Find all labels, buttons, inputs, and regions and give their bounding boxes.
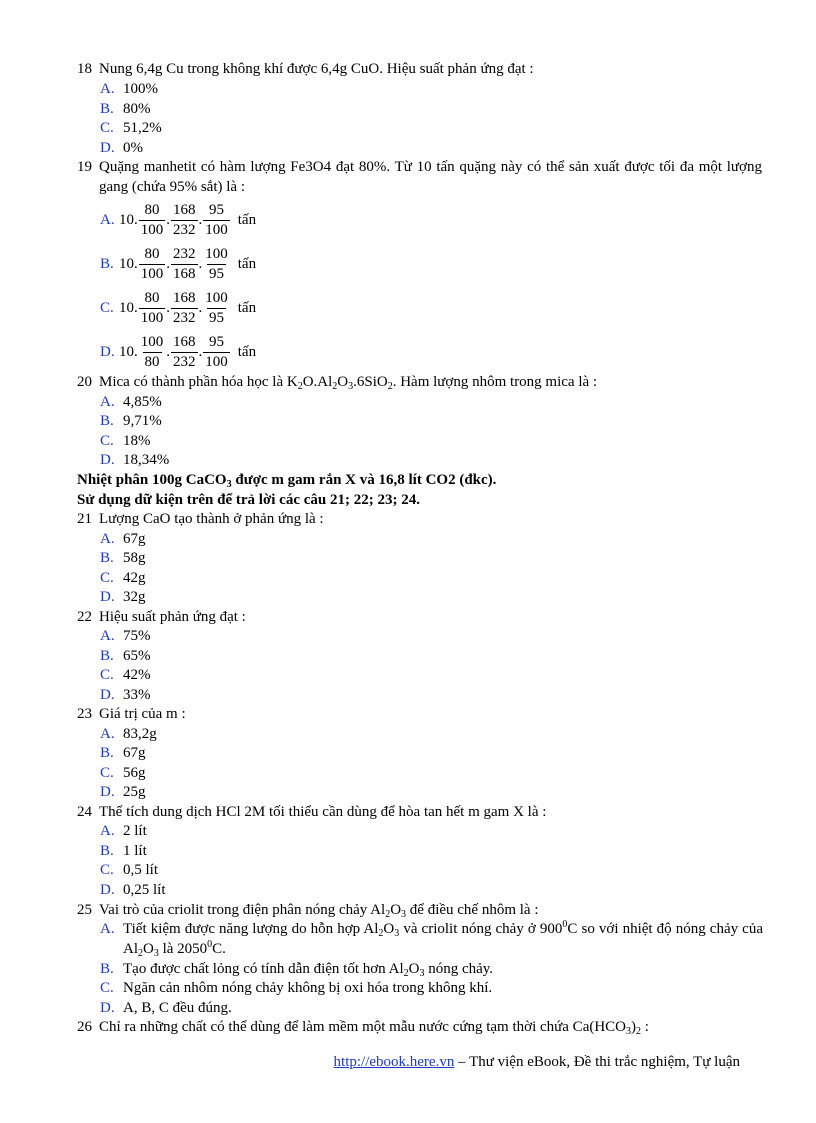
question-21 bbox=[77, 510, 740, 530]
q21-option-d[interactable] bbox=[100, 588, 740, 608]
subscript: 3 bbox=[348, 381, 354, 392]
numerator: 100 bbox=[205, 289, 228, 306]
option-letter: B. bbox=[100, 550, 114, 566]
option-text: 75% bbox=[123, 628, 151, 644]
numerator: 95 bbox=[209, 201, 224, 218]
q22-option-c[interactable] bbox=[100, 666, 740, 686]
option-prefix: 10. bbox=[119, 255, 138, 272]
question-text: .6SiO bbox=[353, 374, 388, 390]
q23-option-a[interactable] bbox=[100, 725, 740, 745]
q19-option-d[interactable]: D. 10. $\frac{100}{80}$ . $\frac{168}{232}$ . $\frac{95}{100}$ tấn bbox=[100, 333, 257, 370]
question-text: : bbox=[641, 1019, 649, 1035]
question-text: ) bbox=[631, 1019, 637, 1035]
denominator: 100 bbox=[205, 353, 228, 370]
fraction bbox=[171, 202, 198, 239]
question-text: để điều chế nhôm là : bbox=[406, 902, 539, 918]
fraction bbox=[171, 334, 198, 371]
question-number: 22 bbox=[77, 609, 92, 625]
option-text: 1 lít bbox=[123, 843, 147, 859]
question-number: 21 bbox=[77, 511, 92, 527]
option-unit: tấn bbox=[237, 343, 257, 360]
q18-option-b[interactable] bbox=[100, 100, 740, 120]
question-20 bbox=[77, 373, 740, 393]
option-letter: A. bbox=[100, 823, 115, 839]
option-letter: B. bbox=[100, 648, 114, 664]
option-text: 51,2% bbox=[123, 120, 162, 136]
q25-option-a[interactable] bbox=[100, 920, 763, 959]
denominator: 100 bbox=[140, 309, 164, 326]
option-text: 42g bbox=[123, 570, 146, 586]
option-letter: C. bbox=[100, 667, 114, 683]
option-letter: B. bbox=[100, 843, 114, 859]
question-number: 24 bbox=[77, 804, 92, 820]
option-text: Tạo được chất lỏng có tính dẫn điện tốt hơn Al bbox=[123, 961, 404, 977]
footer-text: – Thư viện eBook, Đề thi trắc nghiệm, Tự luận bbox=[454, 1054, 740, 1070]
q20-option-c[interactable] bbox=[100, 432, 740, 452]
subscript: 2 bbox=[636, 1026, 642, 1037]
option-letter: D. bbox=[100, 140, 115, 156]
option-letter: A. bbox=[100, 394, 115, 410]
q23-option-c[interactable] bbox=[100, 764, 740, 784]
question-text: . Hàm lượng nhôm trong mica là : bbox=[392, 374, 598, 390]
question-number: 19 bbox=[77, 159, 92, 175]
option-text: 65% bbox=[123, 648, 151, 664]
fraction bbox=[203, 290, 230, 327]
denominator: 100 bbox=[205, 221, 228, 238]
numerator: 95 bbox=[209, 333, 224, 350]
q25-option-d[interactable] bbox=[100, 999, 740, 1019]
question-23 bbox=[77, 705, 740, 725]
option-letter: D. bbox=[100, 452, 115, 468]
question-text: Chỉ ra những chất có thể dùng để làm mềm một mẫu nước cứng tạm thời chứa Ca(HCO bbox=[99, 1019, 627, 1035]
question-number: 20 bbox=[77, 374, 92, 390]
question-24 bbox=[77, 803, 740, 823]
option-letter: C. bbox=[100, 120, 114, 136]
q24-option-a[interactable] bbox=[100, 822, 740, 842]
q20-option-b[interactable] bbox=[100, 412, 740, 432]
option-letter: B. bbox=[100, 413, 114, 429]
question-text: O bbox=[337, 374, 349, 390]
option-text: C so với nhiệt độ nóng chảy của Al bbox=[123, 921, 763, 957]
option-letter: D. bbox=[100, 1000, 115, 1016]
option-text: O bbox=[383, 921, 395, 937]
denominator: 168 bbox=[173, 265, 196, 282]
question-text: O.Al bbox=[302, 374, 333, 390]
bold-text: Nhiệt phân 100g CaCO bbox=[77, 472, 227, 488]
q25-option-c[interactable] bbox=[100, 979, 740, 999]
option-text: 56g bbox=[123, 765, 146, 781]
option-letter: D. bbox=[100, 784, 115, 800]
denominator: 232 bbox=[173, 309, 196, 326]
subscript: 2 bbox=[378, 928, 384, 939]
numerator: 80 bbox=[144, 201, 160, 218]
numerator: 80 bbox=[144, 289, 160, 306]
option-text: 100% bbox=[123, 81, 158, 97]
fraction bbox=[203, 202, 230, 239]
option-text: O bbox=[408, 961, 420, 977]
denominator: 100 bbox=[140, 265, 164, 282]
q20-option-d[interactable] bbox=[100, 451, 740, 471]
subscript: 2 bbox=[387, 381, 393, 392]
question-text: Lượng CaO tạo thành ở phản ứng là : bbox=[99, 511, 324, 527]
denominator: 100 bbox=[140, 221, 164, 238]
question-text: Hiệu suất phản ứng đạt : bbox=[99, 609, 246, 625]
question-25 bbox=[77, 901, 740, 921]
question-26 bbox=[77, 1018, 740, 1038]
option-letter: C. bbox=[100, 570, 114, 586]
ebook-link[interactable]: http://ebook.here.vn bbox=[333, 1054, 455, 1070]
superscript: 0 bbox=[207, 938, 213, 950]
q18-option-d[interactable] bbox=[100, 139, 740, 159]
q22-option-a[interactable] bbox=[100, 627, 740, 647]
option-text: Tiết kiệm được năng lượng do hỗn hợp Al bbox=[123, 921, 379, 937]
q18-option-a[interactable] bbox=[100, 80, 740, 100]
denominator: 95 bbox=[209, 265, 224, 282]
question-18 bbox=[77, 60, 740, 80]
fraction bbox=[139, 334, 166, 371]
option-prefix: 10. bbox=[119, 343, 138, 360]
shared-data-line-2 bbox=[77, 491, 420, 511]
option-letter: C. bbox=[100, 980, 114, 996]
question-number: 26 bbox=[77, 1019, 92, 1035]
option-letter: C. bbox=[100, 433, 114, 449]
option-text: 83,2g bbox=[123, 726, 157, 742]
question-text: Thể tích dung dịch HCl 2M tối thiểu cần dùng để hòa tan hết m gam X là : bbox=[99, 804, 547, 820]
denominator: 95 bbox=[209, 309, 224, 326]
question-number: 25 bbox=[77, 902, 92, 918]
option-text: 42% bbox=[123, 667, 151, 683]
option-text: 2 lít bbox=[123, 823, 147, 839]
question-text: Nung 6,4g Cu trong không khí được 6,4g CuO. Hiệu suất phản ứng đạt : bbox=[99, 61, 534, 77]
option-letter: D. bbox=[100, 589, 115, 605]
option-text: 33% bbox=[123, 687, 151, 703]
option-letter: B. bbox=[100, 255, 114, 272]
option-letter: A. bbox=[100, 211, 115, 228]
option-letter: B. bbox=[100, 101, 114, 117]
option-letter: A. bbox=[100, 531, 115, 547]
fraction bbox=[139, 246, 166, 283]
subscript: 3 bbox=[394, 928, 400, 939]
question-19 bbox=[77, 158, 762, 197]
subscript: 2 bbox=[403, 968, 409, 979]
option-text: 32g bbox=[123, 589, 146, 605]
question-text: Quặng manhetit có hàm lượng Fe3O4 đạt 80%. Từ 10 tấn quặng này có thể sản xuất được tối đa một lượng gang (chứa 95% sắt) là : bbox=[99, 159, 762, 195]
option-text: và criolit nóng chảy ở 900 bbox=[399, 921, 563, 937]
option-letter: C. bbox=[100, 862, 114, 878]
option-unit: tấn bbox=[237, 255, 257, 272]
option-letter: A. bbox=[100, 628, 115, 644]
page-footer bbox=[334, 1052, 740, 1072]
fraction bbox=[139, 290, 166, 327]
bold-text: Sử dụng dữ kiện trên để trả lời các câu 21; 22; 23; 24. bbox=[77, 492, 420, 508]
shared-data-line-1 bbox=[77, 471, 496, 491]
fraction bbox=[139, 202, 166, 239]
denominator: 232 bbox=[173, 221, 196, 238]
option-letter: D. bbox=[100, 687, 115, 703]
q19-option-c[interactable]: C. 10. $\frac{80}{100}$ . $\frac{168}{232}$ . $\frac{100}{95}$ tấn bbox=[100, 289, 257, 326]
option-text: 18% bbox=[123, 433, 151, 449]
subscript: 2 bbox=[297, 381, 303, 392]
question-text: Giá trị của m : bbox=[99, 706, 186, 722]
numerator: 168 bbox=[173, 201, 196, 218]
bold-text: được m gam rắn X và 16,8 lít CO2 (đkc). bbox=[231, 472, 497, 488]
numerator: 168 bbox=[173, 289, 196, 306]
option-text: 67g bbox=[123, 745, 146, 761]
fraction bbox=[203, 246, 230, 283]
numerator: 232 bbox=[173, 245, 196, 262]
subscript: 2 bbox=[138, 947, 143, 959]
q23-option-d[interactable] bbox=[100, 783, 740, 803]
option-text: A, B, C đều đúng. bbox=[123, 1000, 232, 1016]
option-text: 67g bbox=[123, 531, 146, 547]
subscript: 3 bbox=[419, 968, 425, 979]
option-text: 4,85% bbox=[123, 394, 162, 410]
q20-option-a[interactable] bbox=[100, 393, 740, 413]
superscript: 0 bbox=[562, 919, 568, 930]
option-letter: A. bbox=[100, 81, 115, 97]
option-letter: A. bbox=[100, 726, 115, 742]
option-prefix: 10. bbox=[119, 211, 138, 228]
q24-option-b[interactable] bbox=[100, 842, 740, 862]
subscript: 3 bbox=[153, 947, 159, 959]
subscript: 2 bbox=[332, 381, 338, 392]
subscript: 2 bbox=[385, 909, 391, 920]
denominator: 80 bbox=[144, 353, 160, 370]
numerator: 100 bbox=[140, 333, 164, 350]
option-letter: B. bbox=[100, 745, 114, 761]
subscript: 3 bbox=[626, 1026, 632, 1037]
option-text: 0% bbox=[123, 140, 143, 156]
question-number: 18 bbox=[77, 61, 92, 77]
option-unit: tấn bbox=[237, 299, 257, 316]
numerator: 168 bbox=[173, 333, 196, 350]
question-text: Mica có thành phần hóa học là K bbox=[99, 374, 298, 390]
option-text: 80% bbox=[123, 101, 151, 117]
q24-option-c[interactable] bbox=[100, 861, 740, 881]
subscript: 3 bbox=[226, 479, 232, 490]
option-letter: D. bbox=[100, 882, 115, 898]
q21-option-c[interactable] bbox=[100, 569, 740, 589]
numerator: 80 bbox=[144, 245, 160, 262]
option-unit: tấn bbox=[237, 211, 257, 228]
fraction bbox=[203, 334, 230, 371]
q21-option-b[interactable] bbox=[100, 549, 740, 569]
option-text: Ngăn cản nhôm nóng chảy không bị oxi hóa trong không khí. bbox=[123, 980, 493, 996]
fraction bbox=[171, 246, 198, 283]
subscript: 3 bbox=[401, 909, 407, 920]
option-text: 0,5 lít bbox=[123, 862, 159, 878]
option-letter: C. bbox=[100, 765, 114, 781]
option-text: 58g bbox=[123, 550, 146, 566]
question-22 bbox=[77, 608, 740, 628]
question-number: 23 bbox=[77, 706, 92, 722]
option-letter: C. bbox=[100, 299, 114, 316]
option-text: O bbox=[143, 940, 154, 957]
option-letter: A. bbox=[100, 921, 115, 937]
q19-option-b[interactable]: B. 10. $\frac{80}{100}$ . $\frac{232}{168}$ . $\frac{100}{95}$ tấn bbox=[100, 245, 257, 282]
option-text: là 2050 bbox=[158, 940, 208, 957]
option-letter: D. bbox=[100, 343, 115, 360]
denominator: 232 bbox=[173, 353, 196, 370]
option-text: 0,25 lít bbox=[123, 882, 166, 898]
option-text: 25g bbox=[123, 784, 146, 800]
q25-option-b[interactable] bbox=[100, 960, 740, 980]
fraction bbox=[171, 290, 198, 327]
option-letter: B. bbox=[100, 961, 114, 977]
option-prefix: 10. bbox=[119, 299, 138, 316]
numerator: 100 bbox=[205, 245, 228, 262]
q22-option-d[interactable] bbox=[100, 686, 740, 706]
q23-option-b[interactable] bbox=[100, 744, 740, 764]
question-text: O bbox=[390, 902, 402, 918]
q19-option-a[interactable]: A. 10. $\frac{80}{100}$ . $\frac{168}{232}$ . $\frac{95}{100}$ tấn bbox=[100, 201, 257, 238]
q21-option-a[interactable] bbox=[100, 530, 740, 550]
q22-option-b[interactable] bbox=[100, 647, 740, 667]
q24-option-d[interactable] bbox=[100, 881, 740, 901]
q18-option-c[interactable] bbox=[100, 119, 740, 139]
option-text: 9,71% bbox=[123, 413, 162, 429]
option-text: nóng chảy. bbox=[424, 961, 494, 977]
option-text: 18,34% bbox=[123, 452, 170, 468]
option-text: C. bbox=[212, 940, 226, 957]
question-text: Vai trò của criolit trong điện phân nóng chảy Al bbox=[99, 902, 386, 918]
